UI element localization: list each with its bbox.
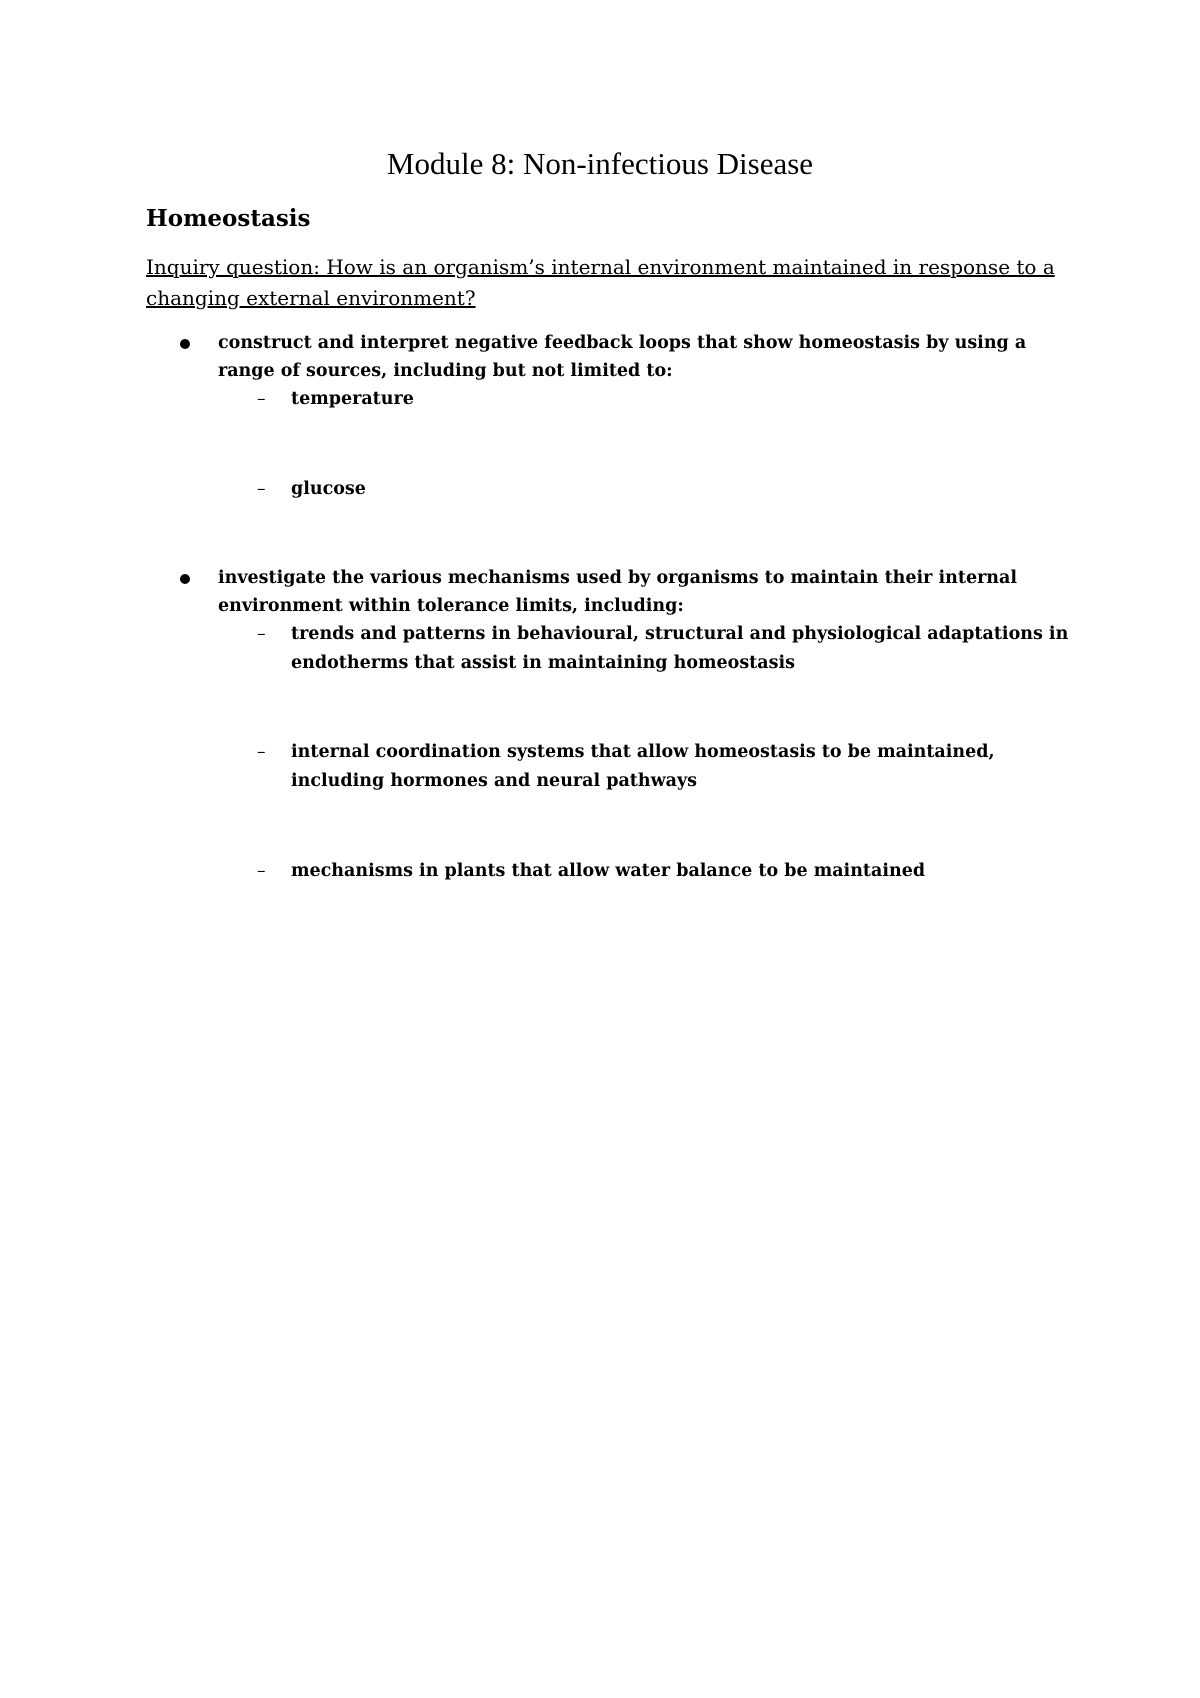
section-heading: Homeostasis — [146, 205, 311, 232]
sub-item-coordination: internal coordination systems that allow homeostasis to be maintained, including hormones and neural pathways — [291, 742, 995, 791]
bullet-dot-icon — [180, 339, 190, 349]
dash-icon: – — [257, 742, 266, 762]
sub-item-adaptations: trends and patterns in behavioural, structural and physiological adaptations in endotherms that assist in maintaining homeostasis — [291, 624, 1069, 673]
dash-icon: – — [257, 479, 266, 499]
inquiry-question: Inquiry question: How is an organism’s internal environment maintained in response to a changing external environment? — [146, 255, 1055, 310]
page-title: Module 8: Non-infectious Disease — [386, 146, 814, 181]
bullet-item: investigate the various mechanisms used by organisms to maintain their internal environment within tolerance limits, including: — [218, 568, 1018, 616]
dash-icon: – — [257, 861, 266, 881]
dash-icon: – — [257, 624, 266, 644]
dash-icon: – — [257, 389, 266, 409]
sub-item-glucose: glucose — [291, 479, 366, 499]
sub-item-water-balance: mechanisms in plants that allow water balance to be maintained — [291, 861, 926, 881]
bullet-item: construct and interpret negative feedback loops that show homeostasis by using a range of sources, including but not limited to: — [218, 333, 1027, 381]
bullet-dot-icon — [180, 574, 190, 584]
sub-item-temperature: temperature — [291, 389, 414, 409]
